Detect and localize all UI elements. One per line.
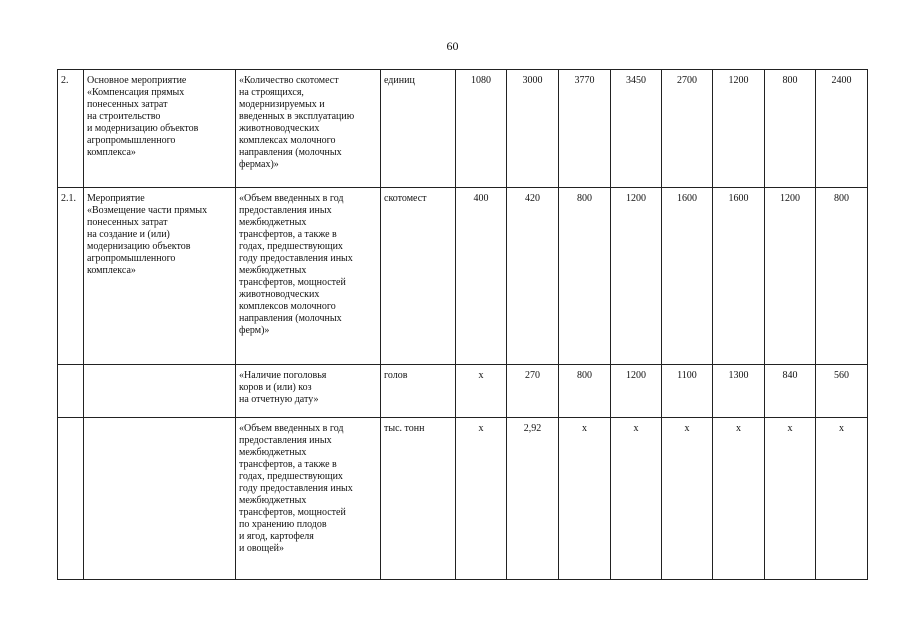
event-name <box>84 418 236 580</box>
value-cell: 400 <box>456 188 507 365</box>
table-row <box>58 365 868 418</box>
unit-cell: скотомест <box>381 188 456 365</box>
indicator-name: «Количество скотомест на строящихся, модернизируемых и введенных в эксплуатацию животноводческих комплексах молочного направления (молочных фермах)» <box>236 70 381 188</box>
program-indicators-table <box>57 69 868 580</box>
value-cell: 1200 <box>713 70 765 188</box>
value-cell: 800 <box>559 365 611 418</box>
row-number: 2.1. <box>58 188 84 365</box>
value-cell: х <box>611 418 662 580</box>
value-cell: 2700 <box>662 70 713 188</box>
table-row <box>58 418 868 580</box>
value-cell: 1200 <box>611 365 662 418</box>
value-cell: 1200 <box>765 188 816 365</box>
value-cell: 3450 <box>611 70 662 188</box>
value-cell: 2400 <box>816 70 868 188</box>
unit-cell: голов <box>381 365 456 418</box>
value-cell: 1100 <box>662 365 713 418</box>
value-cell: х <box>456 365 507 418</box>
indicator-name: «Объем введенных в год предоставления иных межбюджетных трансфертов, а также в годах, предшествующих году предоставления иных межбюджетных трансфертов, мощностей по хранению плодов и ягод, картофеля и овощей» <box>236 418 381 580</box>
unit-cell: тыс. тонн <box>381 418 456 580</box>
page-number: 60 <box>446 39 459 53</box>
value-cell: 800 <box>559 188 611 365</box>
value-cell: 270 <box>507 365 559 418</box>
table-row <box>58 70 868 188</box>
value-cell: 420 <box>507 188 559 365</box>
event-name: Основное мероприятие «Компенсация прямых понесенных затрат на строительство и модернизацию объектов агропромышленного комплекса» <box>84 70 236 188</box>
value-cell: х <box>456 418 507 580</box>
value-cell: 1080 <box>456 70 507 188</box>
indicator-name: «Объем введенных в год предоставления иных межбюджетных трансфертов, а также в годах, предшествующих году предоставления иных межбюджетных трансфертов, мощностей животноводческих комплексов молочного направления (молочных ферм)» <box>236 188 381 365</box>
indicator-name: «Наличие поголовья коров и (или) коз на отчетную дату» <box>236 365 381 418</box>
value-cell: 1300 <box>713 365 765 418</box>
row-number: 2. <box>58 70 84 188</box>
value-cell: 560 <box>816 365 868 418</box>
value-cell: х <box>765 418 816 580</box>
event-name <box>84 365 236 418</box>
value-cell: 1600 <box>662 188 713 365</box>
value-cell: х <box>662 418 713 580</box>
value-cell: 800 <box>765 70 816 188</box>
unit-cell: единиц <box>381 70 456 188</box>
value-cell: 3770 <box>559 70 611 188</box>
value-cell: 1600 <box>713 188 765 365</box>
value-cell: 800 <box>816 188 868 365</box>
value-cell: 3000 <box>507 70 559 188</box>
value-cell: х <box>816 418 868 580</box>
row-number <box>58 418 84 580</box>
row-number <box>58 365 84 418</box>
value-cell: 2,92 <box>507 418 559 580</box>
value-cell: 1200 <box>611 188 662 365</box>
event-name: Мероприятие «Возмещение части прямых понесенных затрат на создание и (или) модернизацию объектов агропромышленного комплекса» <box>84 188 236 365</box>
table-row <box>58 188 868 365</box>
value-cell: 840 <box>765 365 816 418</box>
value-cell: х <box>559 418 611 580</box>
value-cell: х <box>713 418 765 580</box>
